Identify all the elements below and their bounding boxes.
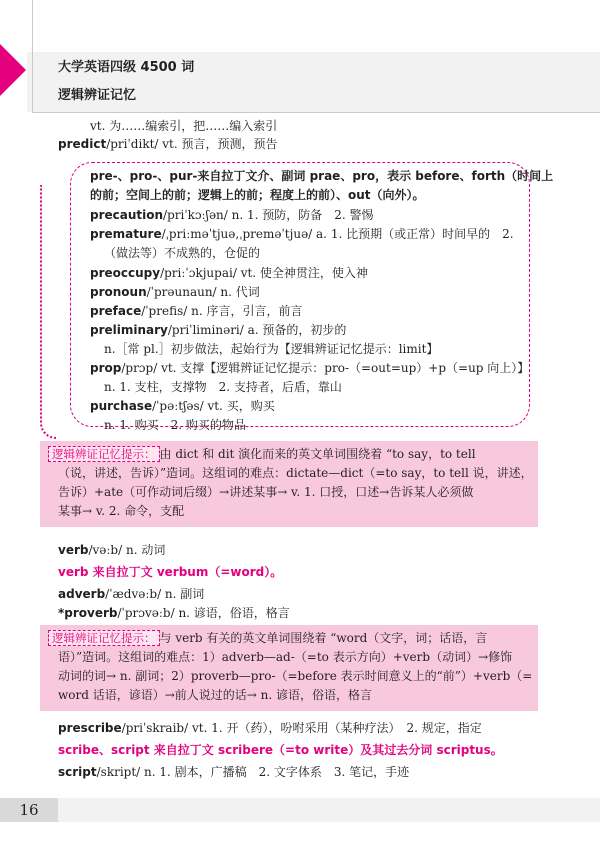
book-title: 大学英语四级 4500 词 xyxy=(58,60,195,75)
entry-detail: /ˈædvəːb/ n. 副词 xyxy=(105,587,205,601)
page-number: 16 xyxy=(0,798,58,822)
entry-premature-sense2: （做法等）不成熟的，仓促的 xyxy=(104,246,261,260)
entry-prop-noun: n. 1. 支柱，支撑物 2. 支持者，后盾，靠山 xyxy=(104,380,342,394)
entry-preface xyxy=(90,302,302,320)
memory-tip-dict-line2: （说，讲述，告诉）”造词。这组词的难点：dictate—dict（=to say，to tell 说，讲述， xyxy=(58,466,533,480)
memory-tip-verb-line3: 动词的词→ n. 副词；2）proverb—pro-（=before 表示时间意义上的“前”）+verb（= xyxy=(58,669,533,683)
section-title: 逻辑辨证记忆 xyxy=(58,88,137,103)
root-verb: verb 来自拉丁文 verbum（=word）。 xyxy=(58,565,283,579)
memory-tip-verb-line1 xyxy=(48,629,487,647)
memory-tip-verb-line4: word 话语，谚语）→前人说过的话→ n. 谚语，俗语，格言 xyxy=(58,688,373,702)
entry-predict xyxy=(58,135,278,153)
header-divider-horizontal xyxy=(32,112,600,113)
entry-premature xyxy=(90,225,514,243)
dotted-connector xyxy=(40,185,56,439)
tip-label: 逻辑辨证记忆提示： xyxy=(48,446,160,462)
entry-verb xyxy=(58,541,165,559)
prefix-heading-line2: 的前；空间上的前；逻辑上的前；程度上的前）、out（向外）。 xyxy=(90,188,425,202)
headword: preliminary xyxy=(90,323,168,337)
entry-precaution xyxy=(90,206,374,224)
entry-prescribe xyxy=(58,719,482,737)
headword: premature xyxy=(90,227,162,241)
tip-label: 逻辑辨证记忆提示： xyxy=(48,630,160,646)
entry-detail: /priˈskraib/ vt. 1. 开（药），吩咐采用（某种疗法） 2. 规定，指定 xyxy=(121,721,482,735)
memory-tip-verb-line2: 语）”造词。这组词的难点：1）adverb—ad-（=to 表示方向）+verb（动词）→修饰 xyxy=(58,650,513,664)
entry-detail: /ˈprəunaun/ n. 代词 xyxy=(146,285,260,299)
headword: *proverb xyxy=(58,606,118,620)
entry-detail: /ˈpəːtʃəs/ vt. 买，购买 xyxy=(152,399,275,413)
entry-detail: /priːˈɔkjupai/ vt. 使全神贯注，使入神 xyxy=(160,266,368,280)
entry-pronoun xyxy=(90,283,260,301)
memory-tip-dict-line3: 告诉）+ate（可作动词后缀）→讲述某事→ v. 1. 口授，口述→告诉某人必须做 xyxy=(58,485,474,499)
headword: prescribe xyxy=(58,721,122,735)
entry-proverb xyxy=(58,604,290,622)
memory-tip-dict-line4: 某事→ v. 2. 命令，支配 xyxy=(58,504,185,518)
headword: preoccupy xyxy=(90,266,161,280)
headword: adverb xyxy=(58,587,106,601)
entry-detail: /skript/ n. 1. 剧本，广播稿 2. 文字体系 3. 笔记，手迹 xyxy=(96,765,410,779)
index-definition: vt. 为……编索引，把……编入索引 xyxy=(90,119,278,133)
entry-purchase-noun: n. 1. 购买 2. 购买的物品 xyxy=(104,418,246,432)
headword: pronoun xyxy=(90,285,147,299)
entry-preoccupy xyxy=(90,264,368,282)
entry-script xyxy=(58,763,409,781)
headword: script xyxy=(58,765,97,779)
memory-tip-dict-line1 xyxy=(48,445,476,463)
entry-detail: /priˈdikt/ vt. 预言，预测，预告 xyxy=(106,137,278,151)
entry-preliminary-noun: n.［常 pl.］初步做法，起始行为【逻辑辨证记忆提示：limit】 xyxy=(104,342,439,356)
entry-detail: /prɔp/ vt. 支撑【逻辑辨证记忆提示：pro-（=out=up）+p（=up 向上）】 xyxy=(121,361,530,375)
headword: predict xyxy=(58,137,107,151)
headword: precaution xyxy=(90,208,164,222)
entry-detail: /priˈkɔːʃən/ n. 1. 预防，防备 2. 警惕 xyxy=(163,208,374,222)
entry-adverb xyxy=(58,585,204,603)
entry-detail: /vəːb/ n. 动词 xyxy=(88,543,166,557)
header-triangle-icon xyxy=(0,44,26,96)
prefix-heading-line1: pre-、pro-、pur-来自拉丁文介、副词 prae、pro，表示 before、forth（时间上 xyxy=(90,169,554,183)
headword: prop xyxy=(90,361,122,375)
root-scribe: scribe、script 来自拉丁文 scribere（=to write）及其过去分词 scriptus。 xyxy=(58,743,503,757)
headword: purchase xyxy=(90,399,153,413)
entry-detail: /priˈliminəri/ a. 预备的，初步的 xyxy=(167,323,347,337)
entry-detail: /ˌpriːməˈtjuə,ˌpreməˈtjuə/ a. 1. 比预期（或正常）时间早的 2. xyxy=(161,227,514,241)
entry-preliminary xyxy=(90,321,346,339)
footer-band xyxy=(0,798,600,822)
tip-text: 与 verb 有关的英文单词围绕着 “word（文字，词；话语，言 xyxy=(159,631,488,645)
headword: verb xyxy=(58,543,89,557)
entry-detail: /ˈprefis/ n. 序言，引言，前言 xyxy=(141,304,303,318)
entry-prop xyxy=(90,359,529,377)
headword: preface xyxy=(90,304,142,318)
entry-purchase xyxy=(90,397,275,415)
tip-text: 由 dict 和 dit 演化而来的英文单词围绕着 “to say，to tell xyxy=(159,447,476,461)
header-divider-vertical xyxy=(32,0,33,112)
entry-detail: /ˈprɔvəːb/ n. 谚语，俗语，格言 xyxy=(117,606,290,620)
